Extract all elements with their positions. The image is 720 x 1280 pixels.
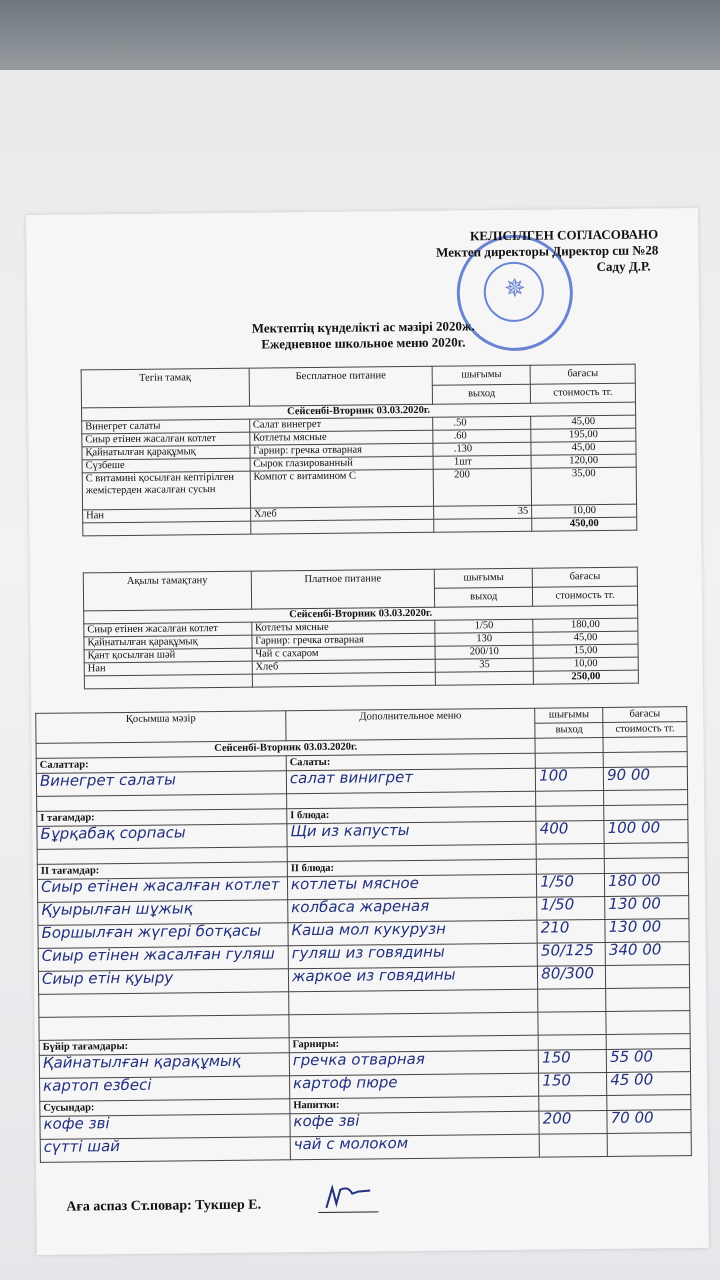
background-wall xyxy=(0,0,720,80)
total-value: 250,00 xyxy=(533,670,638,684)
table-row: Нан Хлеб 35 10,00 xyxy=(84,657,638,676)
table-row: Бұрқабақ сорпасы Щи из капусты 400 100 00 xyxy=(37,820,688,850)
paid-meal-table: Ақылы тамақтану Платное питание шығымы бағасы выход стоимость тг. Сейсенбі-Вторник 03.03.2020г. Сиыр етінен жасалған котлет Котлеты мясные 1/50 180,00 Қайнатылған қарақұмық Гарнир: гречка отварная 130 45,00 Қант қосылған шәй Чай с сахаром 200/10 15,00 Нан Хлеб 35 10,00 250,00 xyxy=(83,567,639,690)
page-title: Мектептің күнделікті ас мәзірі 2020ж. Ежедневное школьное меню 2020г. xyxy=(251,318,475,352)
day-label: Сейсенбі-Вторник 03.03.2020г. xyxy=(84,605,638,624)
table-row: Сиыр етінен жасалған котлет Котлеты мясные .60 195,00 xyxy=(82,428,636,447)
approval-block: КЕЛІСІЛГЕН СОГЛАСОВАНО Мектеп директоры Директор сш №28 Саду Д.Р. xyxy=(435,226,659,275)
table-row: кофе зві кофе зві 200 70 00 xyxy=(40,1110,691,1140)
table-row: Сиыр етінен жасалған котлет Котлеты мясные 1/50 180,00 xyxy=(84,618,638,637)
table-row: Сиыр етінен жасалған гуляш гуляш из говядины 50/125 340 00 xyxy=(38,942,689,972)
table-row: картоп езбесі картоф пюре 150 45 00 xyxy=(40,1072,691,1102)
table-row: Қуырылған шұжық колбаса жареная 1/50 130 00 xyxy=(38,896,689,926)
table-row: Нан Хлеб 35 10,00 xyxy=(83,504,637,523)
table-row: Қайнатылған қарақұмық Гарнир: гречка отварная .130 45,00 xyxy=(82,441,636,460)
table-row: Сүзбеше Сырок глазированный 1шт 120,00 xyxy=(82,454,636,473)
table-row: Қайнатылған қарақұмық Гарнир: гречка отварная 130 45,00 xyxy=(84,631,638,650)
emblem-icon: ✵ xyxy=(503,273,526,303)
handwritten-signature xyxy=(318,1181,378,1213)
table-row: Қайнатылған қарақұмық гречка отварная 150 55 00 xyxy=(39,1049,690,1079)
table-row: Қант қосылған шәй Чай с сахаром 200/10 15,00 xyxy=(84,644,638,663)
table-row: Сиыр етінен жасалған котлет котлеты мясное 1/50 180 00 xyxy=(37,873,688,903)
chef-signature-label: Аға аспаз Ст.повар: Тукшер Е. xyxy=(66,1197,262,1215)
table-row: Сиыр етін қуыру жаркое из говядины 80/300 xyxy=(38,965,689,995)
table-row: С витамині қосылған кептірілген жемістерден жасалған сусын Компот с витамином С 200 35,00 xyxy=(82,467,636,510)
day-label: Сейсенбі-Вторник 03.03.2020г. xyxy=(82,402,636,421)
table-row: Винегрет салаты салат винигрет 100 90 00 xyxy=(36,767,687,797)
day-label: Сейсенбі-Вторник 03.03.2020г. xyxy=(36,738,535,758)
table-row: сүтті шай чай с молоком xyxy=(40,1133,691,1163)
table-row: Боршылған жүгері ботқасы Каша мол кукурузн 210 130 00 xyxy=(38,919,689,949)
menu-sheet xyxy=(26,208,709,1255)
total-value: 450,00 xyxy=(532,517,637,531)
additional-menu-table: Қосымша мәзір Дополнительное меню шығымы бағасы выход стоимость тг. Сейсенбі-Вторник 03.03.2020г. Салаттар: Салаты: Винегрет салаты салат винигрет 100 90 00 I тағамдар: I блюда: Бұрқабақ сорпасы Щи из капусты 400 100 00 II тағамдар: II блюда: Сиыр етінен жасалған котлет котлеты мясное 1/50 180 00 Қуырылған шұжық колбаса жареная 1/50 130 00 Боршылған жүгері ботқасы Каша мол кукурузн 210 130 00 Сиыр етінен жасалған гуляш гуляш из говядины 50/125 340 00 Сиыр етін қуыру жаркое из говядины 80/300 Бүйір тағамдары: Гарниры: Қайнатылған қарақұмық гречка отварная 150 55 00 картоп езбесі картоф пюре 150 45 00 Сусындар: Напитки: кофе зві кофе зві 200 70 00 сүтті шай чай с молоком xyxy=(35,706,692,1163)
table-row: Винегрет салаты Салат винегрет .50 45,00 xyxy=(82,415,636,434)
free-meal-table: Тегін тамақ Бесплатное питание шығымы бағасы выход стоимость тг. Сейсенбі-Вторник 03.03.2020г. Винегрет салаты Салат винегрет .50 45,00 Сиыр етінен жасалған котлет Котлеты мясные .60 195,00 Қайнатылған қарақұмық Гарнир: гречка отварная .130 45,00 Сүзбеше Сырок глазированный 1шт 120,00 С витамині қосылған кептірілген жемістерден жасалған сусын Компот с витамином С 200 35,00 Нан Хлеб 35 10,00 450,00 xyxy=(81,364,638,537)
